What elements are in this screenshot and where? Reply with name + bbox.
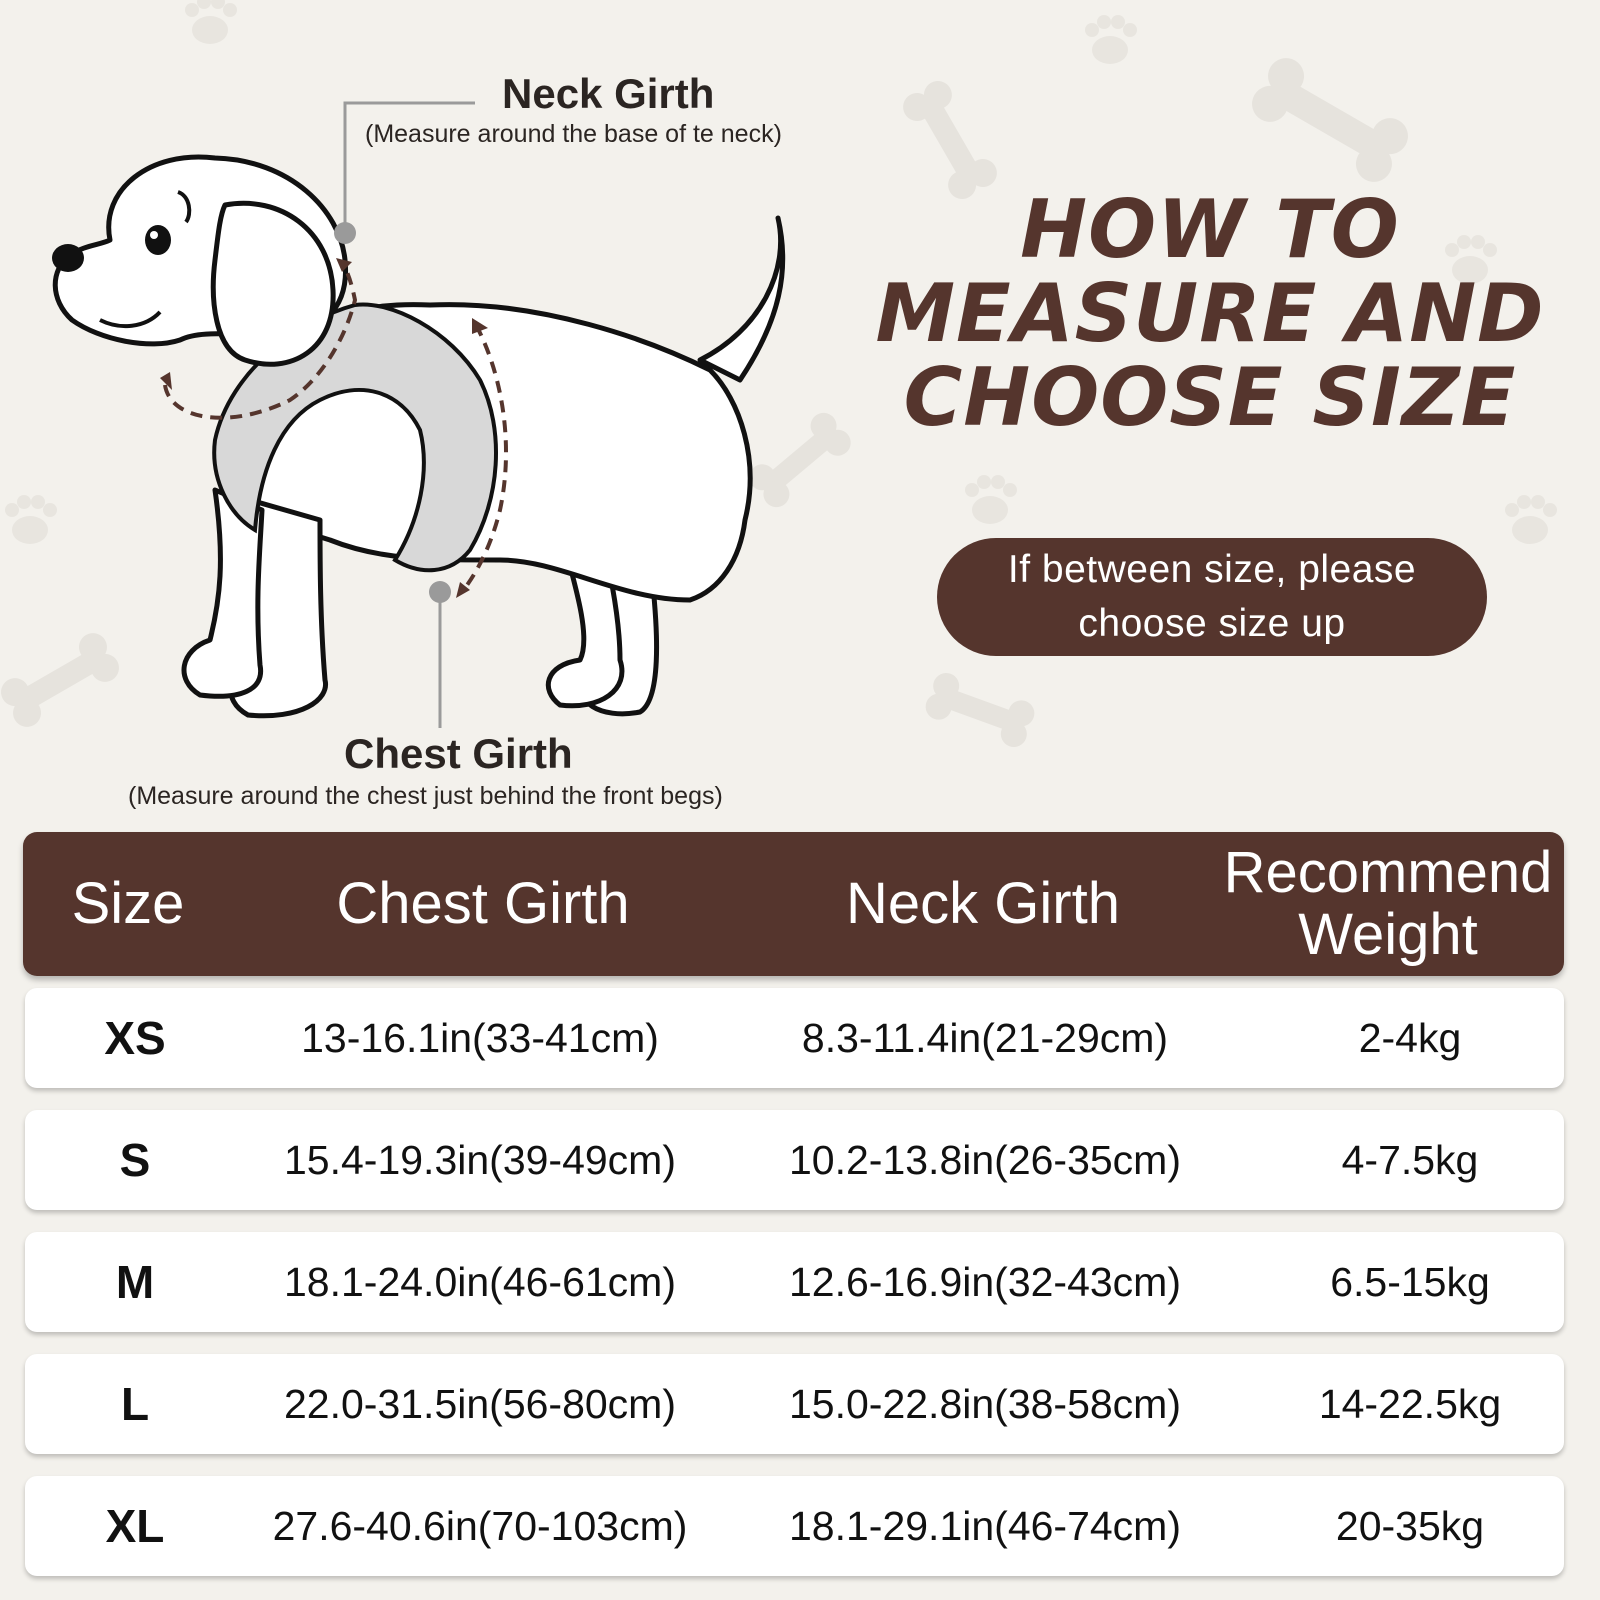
header-neck-girth: Neck Girth [846, 871, 1120, 936]
header-recommend-weight: Recommend Weight [1223, 840, 1553, 967]
chest-cell: 15.4-19.3in(39-49cm) [284, 1136, 676, 1183]
neck-cell: 18.1-29.1in(46-74cm) [789, 1502, 1181, 1549]
neck-girth-instruction: (Measure around the base of te neck) [365, 120, 782, 148]
title-line: CHOOSE SIZE [903, 351, 1517, 444]
chest-cell: 27.6-40.6in(70-103cm) [272, 1502, 688, 1549]
tip-line: If between size, please [1007, 548, 1417, 591]
size-cell: XS [104, 1012, 166, 1064]
table-row [25, 1476, 1564, 1576]
chest-cell: 13-16.1in(33-41cm) [301, 1014, 659, 1061]
table-row [25, 1354, 1564, 1454]
chest-cell: 22.0-31.5in(56-80cm) [284, 1380, 676, 1427]
neck-cell: 10.2-13.8in(26-35cm) [789, 1136, 1181, 1183]
tip-line: choose size up [1078, 602, 1346, 645]
size-tip-badge [937, 538, 1487, 656]
weight-cell: 4-7.5kg [1341, 1136, 1479, 1183]
chest-cell: 18.1-24.0in(46-61cm) [284, 1258, 676, 1305]
title-line: HOW TO [1020, 183, 1400, 276]
neck-cell: 8.3-11.4in(21-29cm) [801, 1014, 1169, 1061]
header-size: Size [71, 871, 185, 936]
neck-cell: 12.6-16.9in(32-43cm) [789, 1258, 1181, 1305]
size-table-header [23, 832, 1564, 976]
weight-cell: 20-35kg [1335, 1502, 1485, 1549]
title-line: MEASURE AND [875, 267, 1545, 360]
table-row [25, 1232, 1564, 1332]
header-chest-girth: Chest Girth [336, 871, 630, 936]
neck-girth-label: Neck Girth [502, 70, 715, 117]
page-title [860, 183, 1560, 444]
weight-cell: 14-22.5kg [1318, 1380, 1502, 1427]
weight-cell: 2-4kg [1358, 1014, 1462, 1061]
size-cell: L [120, 1378, 150, 1430]
table-row [25, 988, 1564, 1088]
neck-cell: 15.0-22.8in(38-58cm) [789, 1380, 1181, 1427]
weight-cell: 6.5-15kg [1330, 1258, 1490, 1305]
table-row [25, 1110, 1564, 1210]
chest-girth-label: Chest Girth [344, 730, 573, 777]
chest-girth-instruction: (Measure around the chest just behind the front begs) [128, 782, 723, 810]
size-cell: S [119, 1134, 151, 1186]
size-cell: M [115, 1256, 155, 1308]
size-cell: XL [105, 1500, 165, 1552]
